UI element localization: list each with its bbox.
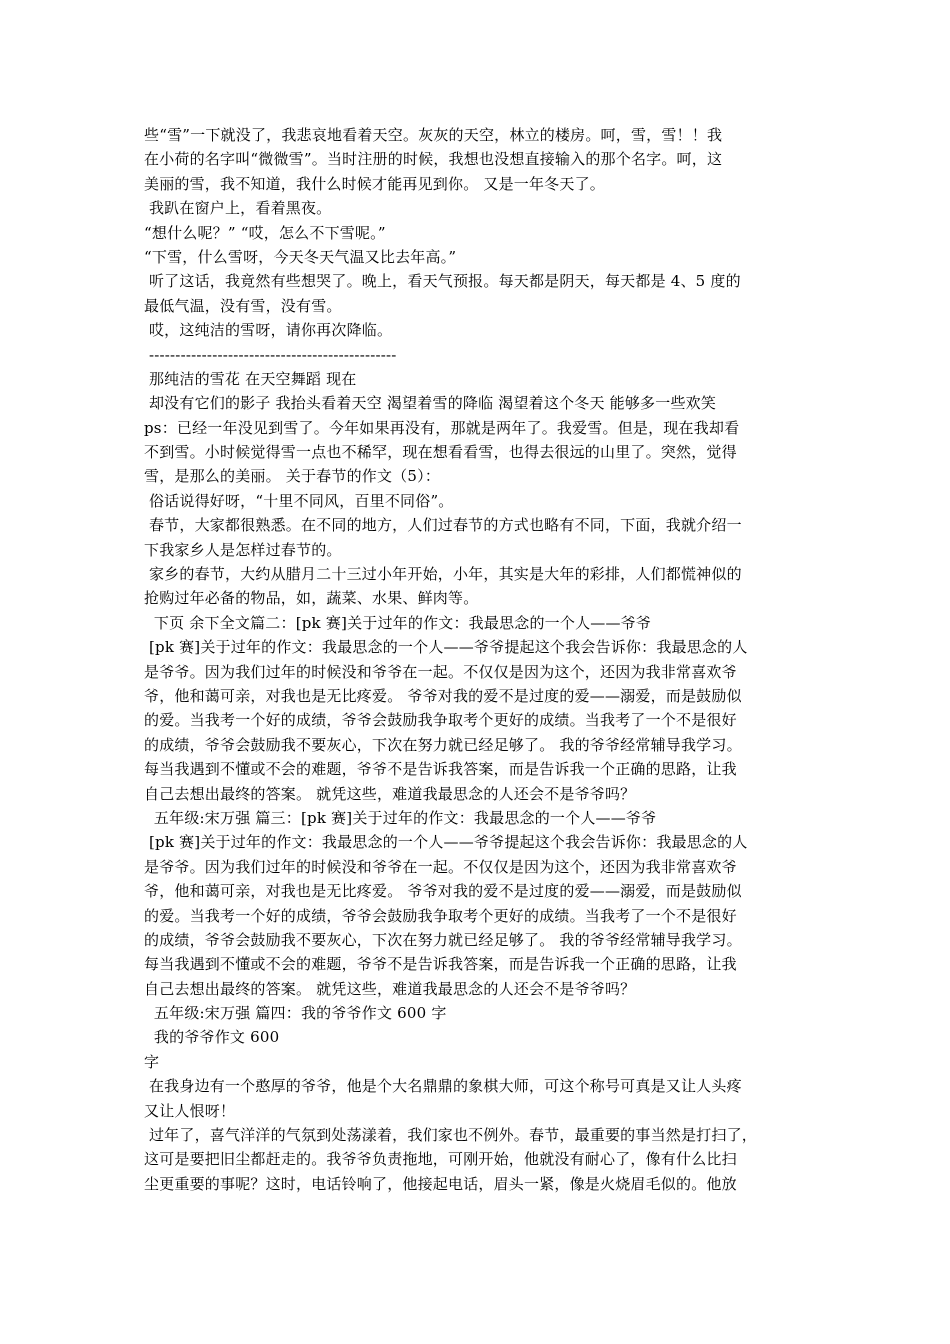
text-line: 最低气温，没有雪，没有雪。	[144, 296, 342, 315]
text-line: 爷，他和蔼可亲，对我也是无比疼爱。 爷爷对我的爱不是过度的爱——溺爱，而是鼓励似	[144, 882, 742, 901]
text-line: 自己去想出最终的答案。 就凭这些，难道我最思念的人还会不是爷爷吗？	[144, 784, 636, 803]
text-line: 是爷爷。因为我们过年的时候没和爷爷在一起。不仅仅是因为这个，还因为我非常喜欢爷	[144, 662, 737, 681]
text-line: 又让人恨呀！	[144, 1101, 236, 1120]
text-line: 那纯洁的雪花 在天空舞蹈 现在	[144, 369, 357, 388]
text-line: “想什么呢？” “哎，怎么不下雪呢。”	[144, 223, 386, 242]
text-line: 字	[144, 1052, 160, 1071]
text-line: 这可是要把旧尘都赶走的。我爷爷负责拖地，可刚开始，他就没有耐心了，像有什么比扫	[144, 1150, 737, 1169]
text-line: 是爷爷。因为我们过年的时候没和爷爷在一起。不仅仅是因为这个，还因为我非常喜欢爷	[144, 857, 737, 876]
section-heading: 下页 余下全文篇二：[pk 赛]关于过年的作文：我最思念的一个人——爷爷	[144, 613, 652, 632]
text-line: 些“雪”一下就没了，我悲哀地看着天空。灰灰的天空，林立的楼房。呵，雪，雪！！我	[144, 126, 723, 144]
text-line: 在我身边有一个憨厚的爷爷，他是个大名鼎鼎的象棋大师，可这个称号可真是又让人头疼	[144, 1077, 742, 1096]
text-line: 家乡的春节，大约从腊月二十三过小年开始，小年，其实是大年的彩排，人们都慌神似的	[144, 565, 742, 584]
text-line: 的成绩，爷爷会鼓励我不要灰心，下次在努力就已经足够了。 我的爷爷经常辅导我学习。	[144, 930, 742, 949]
text-line: 的成绩，爷爷会鼓励我不要灰心，下次在努力就已经足够了。 我的爷爷经常辅导我学习。	[144, 735, 742, 754]
text-line: 我趴在窗户上，看着黑夜。	[144, 199, 332, 218]
text-line: 每当我遇到不懂或不会的难题，爷爷不是告诉我答案，而是告诉我一个正确的思路，让我	[144, 955, 737, 974]
text-line: 爷，他和蔼可亲，对我也是无比疼爱。 爷爷对我的爱不是过度的爱——溺爱，而是鼓励似	[144, 686, 742, 705]
text-line: 雪，是那么的美丽。 关于春节的作文（5）：	[144, 467, 441, 486]
section-heading: 五年级:宋万强 篇三：[pk 赛]关于过年的作文：我最思念的一个人——爷爷	[144, 808, 657, 827]
text-line: “下雪，什么雪呀，今天冬天气温又比去年高。”	[144, 247, 457, 266]
text-line: 的爱。当我考一个好的成绩，爷爷会鼓励我争取考个更好的成绩。当我考了一个不是很好	[144, 906, 737, 925]
text-line: [pk 赛]关于过年的作文：我最思念的一个人——爷爷提起这个我会告诉你：我最思念的人	[144, 638, 748, 657]
text-line: 哎，这纯洁的雪呀，请你再次降临。	[144, 321, 393, 340]
document-page	[144, 123, 812, 1196]
text-line: 尘更重要的事呢？这时，电话铃响了，他接起电话，眉头一紧，像是火烧眉毛似的。他放	[144, 1174, 737, 1193]
text-line: 在小荷的名字叫“微微雪”。当时注册的时候，我想也没想直接输入的那个名字。呵，这	[144, 150, 723, 169]
text-line: 美丽的雪，我不知道，我什么时候才能再见到你。 又是一年冬天了。	[144, 174, 605, 193]
text-line: 我的爷爷作文 600	[144, 1028, 280, 1047]
text-line: 自己去想出最终的答案。 就凭这些，难道我最思念的人还会不是爷爷吗？	[144, 979, 636, 998]
section-heading: 五年级:宋万强 篇四：我的爷爷作文 600 字	[144, 1004, 447, 1023]
text-line: 不到雪。小时候觉得雪一点也不稀罕，现在想看看雪，也得去很远的山里了。突然，觉得	[144, 443, 737, 462]
text-line: 听了这话，我竟然有些想哭了。晚上，看天气预报。每天都是阴天，每天都是 4、5 度的	[144, 272, 741, 291]
text-line: 下我家乡人是怎样过春节的。	[144, 540, 342, 559]
text-line: 俗话说得好呀，“十里不同风，百里不同俗”。	[144, 491, 454, 510]
text-line: ps：已经一年没见到雪了。今年如果再没有，那就是两年了。我爱雪。但是，现在我却看	[144, 418, 740, 437]
text-line: [pk 赛]关于过年的作文：我最思念的一个人——爷爷提起这个我会告诉你：我最思念的人	[144, 833, 748, 852]
text-line: 却没有它们的影子 我抬头看着天空 渴望着雪的降临 渴望着这个冬天 能够多一些欢笑	[144, 394, 717, 413]
text-line: 春节，大家都很熟悉。在不同的地方，人们过春节的方式也略有不同，下面，我就介绍一	[144, 516, 742, 535]
text-line: 过年了，喜气洋洋的气氛到处荡漾着，我们家也不例外。春节，最重要的事当然是打扫了，	[144, 1126, 757, 1145]
divider-line: -----------------------------------------------	[144, 345, 397, 364]
text-line: 每当我遇到不懂或不会的难题，爷爷不是告诉我答案，而是告诉我一个正确的思路，让我	[144, 760, 737, 779]
text-line: 的爱。当我考一个好的成绩，爷爷会鼓励我争取考个更好的成绩。当我考了一个不是很好	[144, 711, 737, 730]
text-line: 抢购过年必备的物品，如，蔬菜、水果、鲜肉等。	[144, 589, 479, 608]
